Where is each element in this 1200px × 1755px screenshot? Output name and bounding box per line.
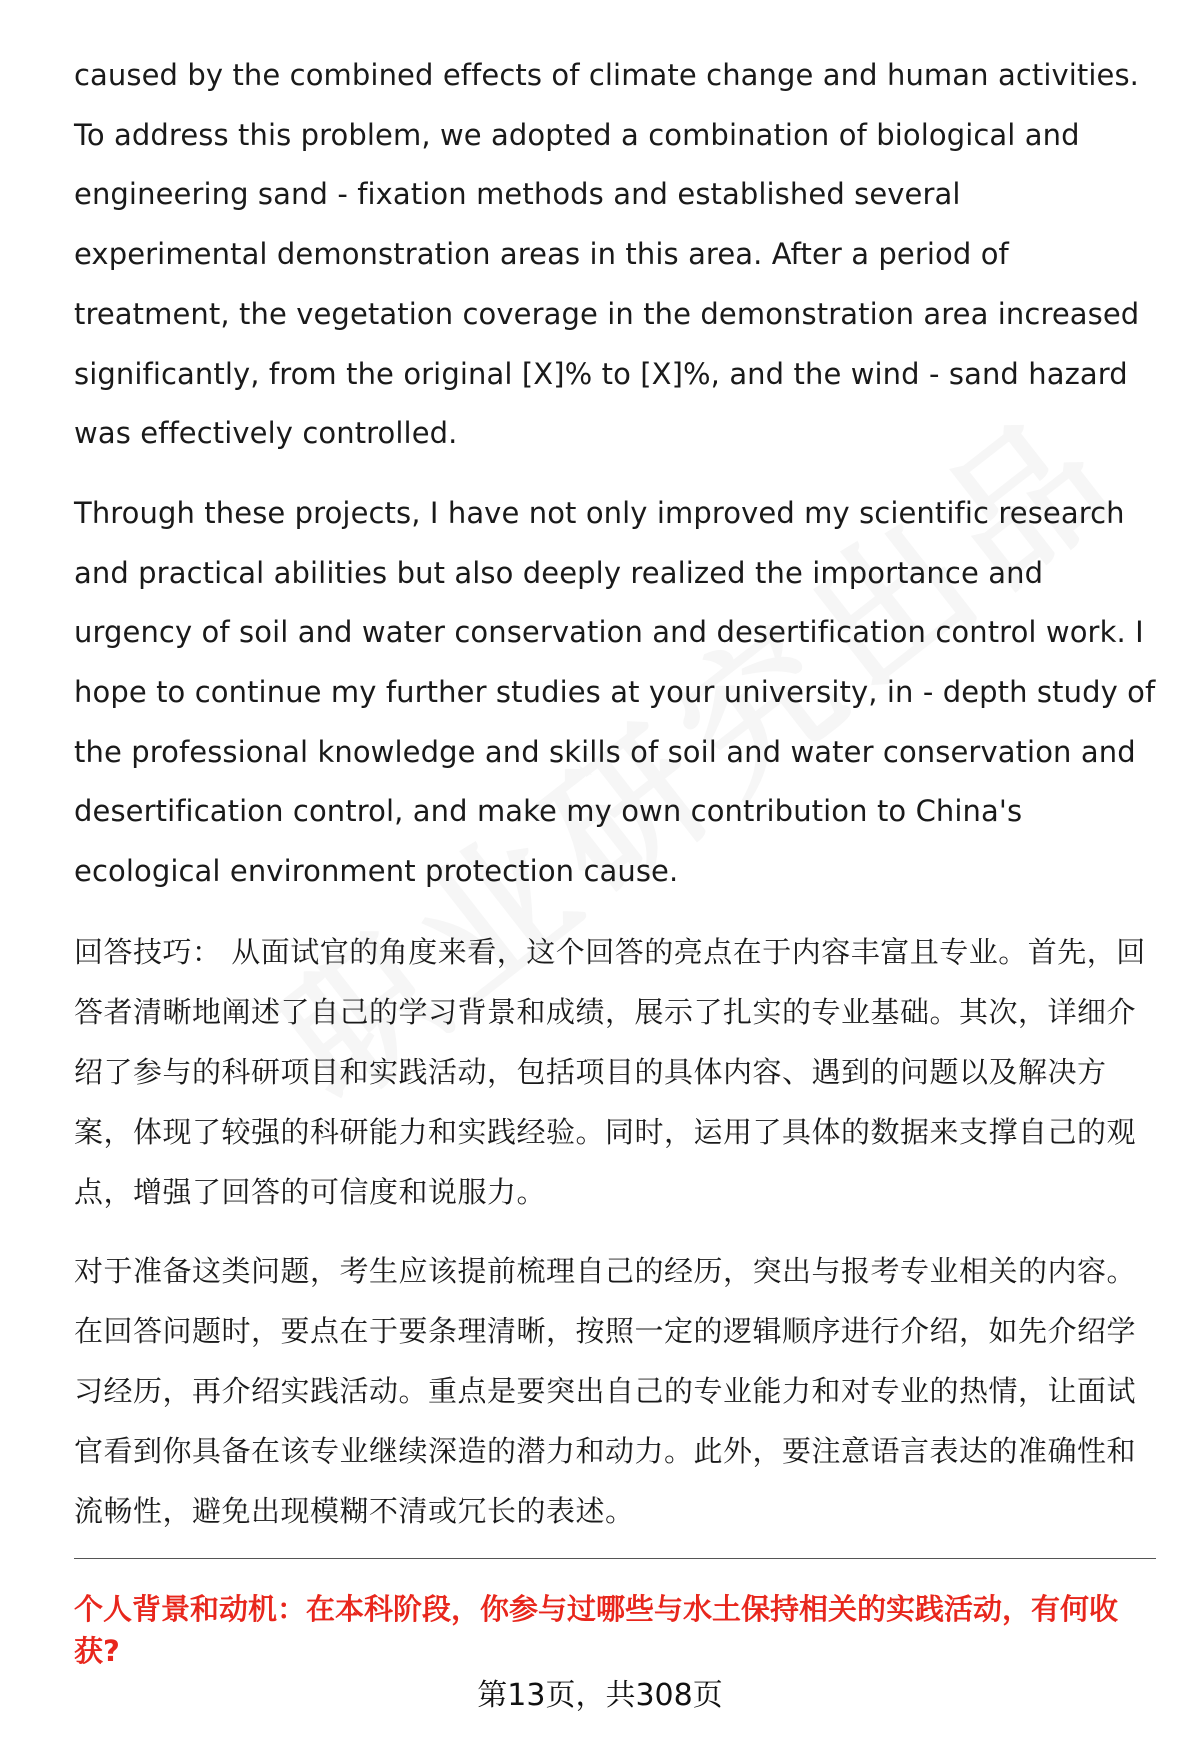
paragraph-answer-conclusion: Through these projects, I have not only improved my scientific research and practical abilities but also deeply realized the importance and urgency of soil and water conservation and desertification control work. I hope to continue my further studies at your university, in - depth study of the professional knowledge and skills of soil and water conservation and desertification control, and make my own contribution to China's ecological environment protection cause.	[74, 495, 1156, 889]
next-question-heading: 个人背景和动机：在本科阶段，你参与过哪些与水土保持相关的实践活动，有何收获?	[74, 1592, 1119, 1668]
page-number-footer: 第13页，共308页	[477, 1678, 723, 1713]
paragraph-preparation-advice: 对于准备这类问题，考生应该提前梳理自己的经历，突出与报考专业相关的内容。在回答问题时，要点在于要条理清晰，按照一定的逻辑顺序进行介绍，如先介绍学习经历，再介绍实践活动。重点是要突出自己的专业能力和对专业的热情，让面试官看到你具备在该专业继续深造的潜力和动力。此外，要注意语言表达的准确性和流畅性，避免出现模糊不清或冗长的表述。	[74, 1253, 1137, 1528]
section-divider	[74, 1558, 1156, 1559]
paragraph-answer-tips: 回答技巧： 从面试官的角度来看，这个回答的亮点在于内容丰富且专业。首先，回答者清晰地阐述了自己的学习背景和成绩，展示了扎实的专业基础。其次，详细介绍了参与的科研项目和实践活动，包括项目的具体内容、遇到的问题以及解决方案，体现了较强的科研能力和实践经验。同时，运用了具体的数据来支撑自己的观点，增强了回答的可信度和说服力。	[74, 934, 1146, 1209]
document-body	[74, 46, 1160, 1560]
paragraph-answer-continuation: caused by the combined effects of climate change and human activities. To address this problem, we adopted a combination of biological and engineering sand - fixation methods and established several experimental demonstration areas in this area. After a period of treatment, the vegetation coverage in the demonstration area increased significantly, from the original [X]% to [X]%, and the wind - sand hazard was effectively controlled.	[74, 58, 1140, 451]
